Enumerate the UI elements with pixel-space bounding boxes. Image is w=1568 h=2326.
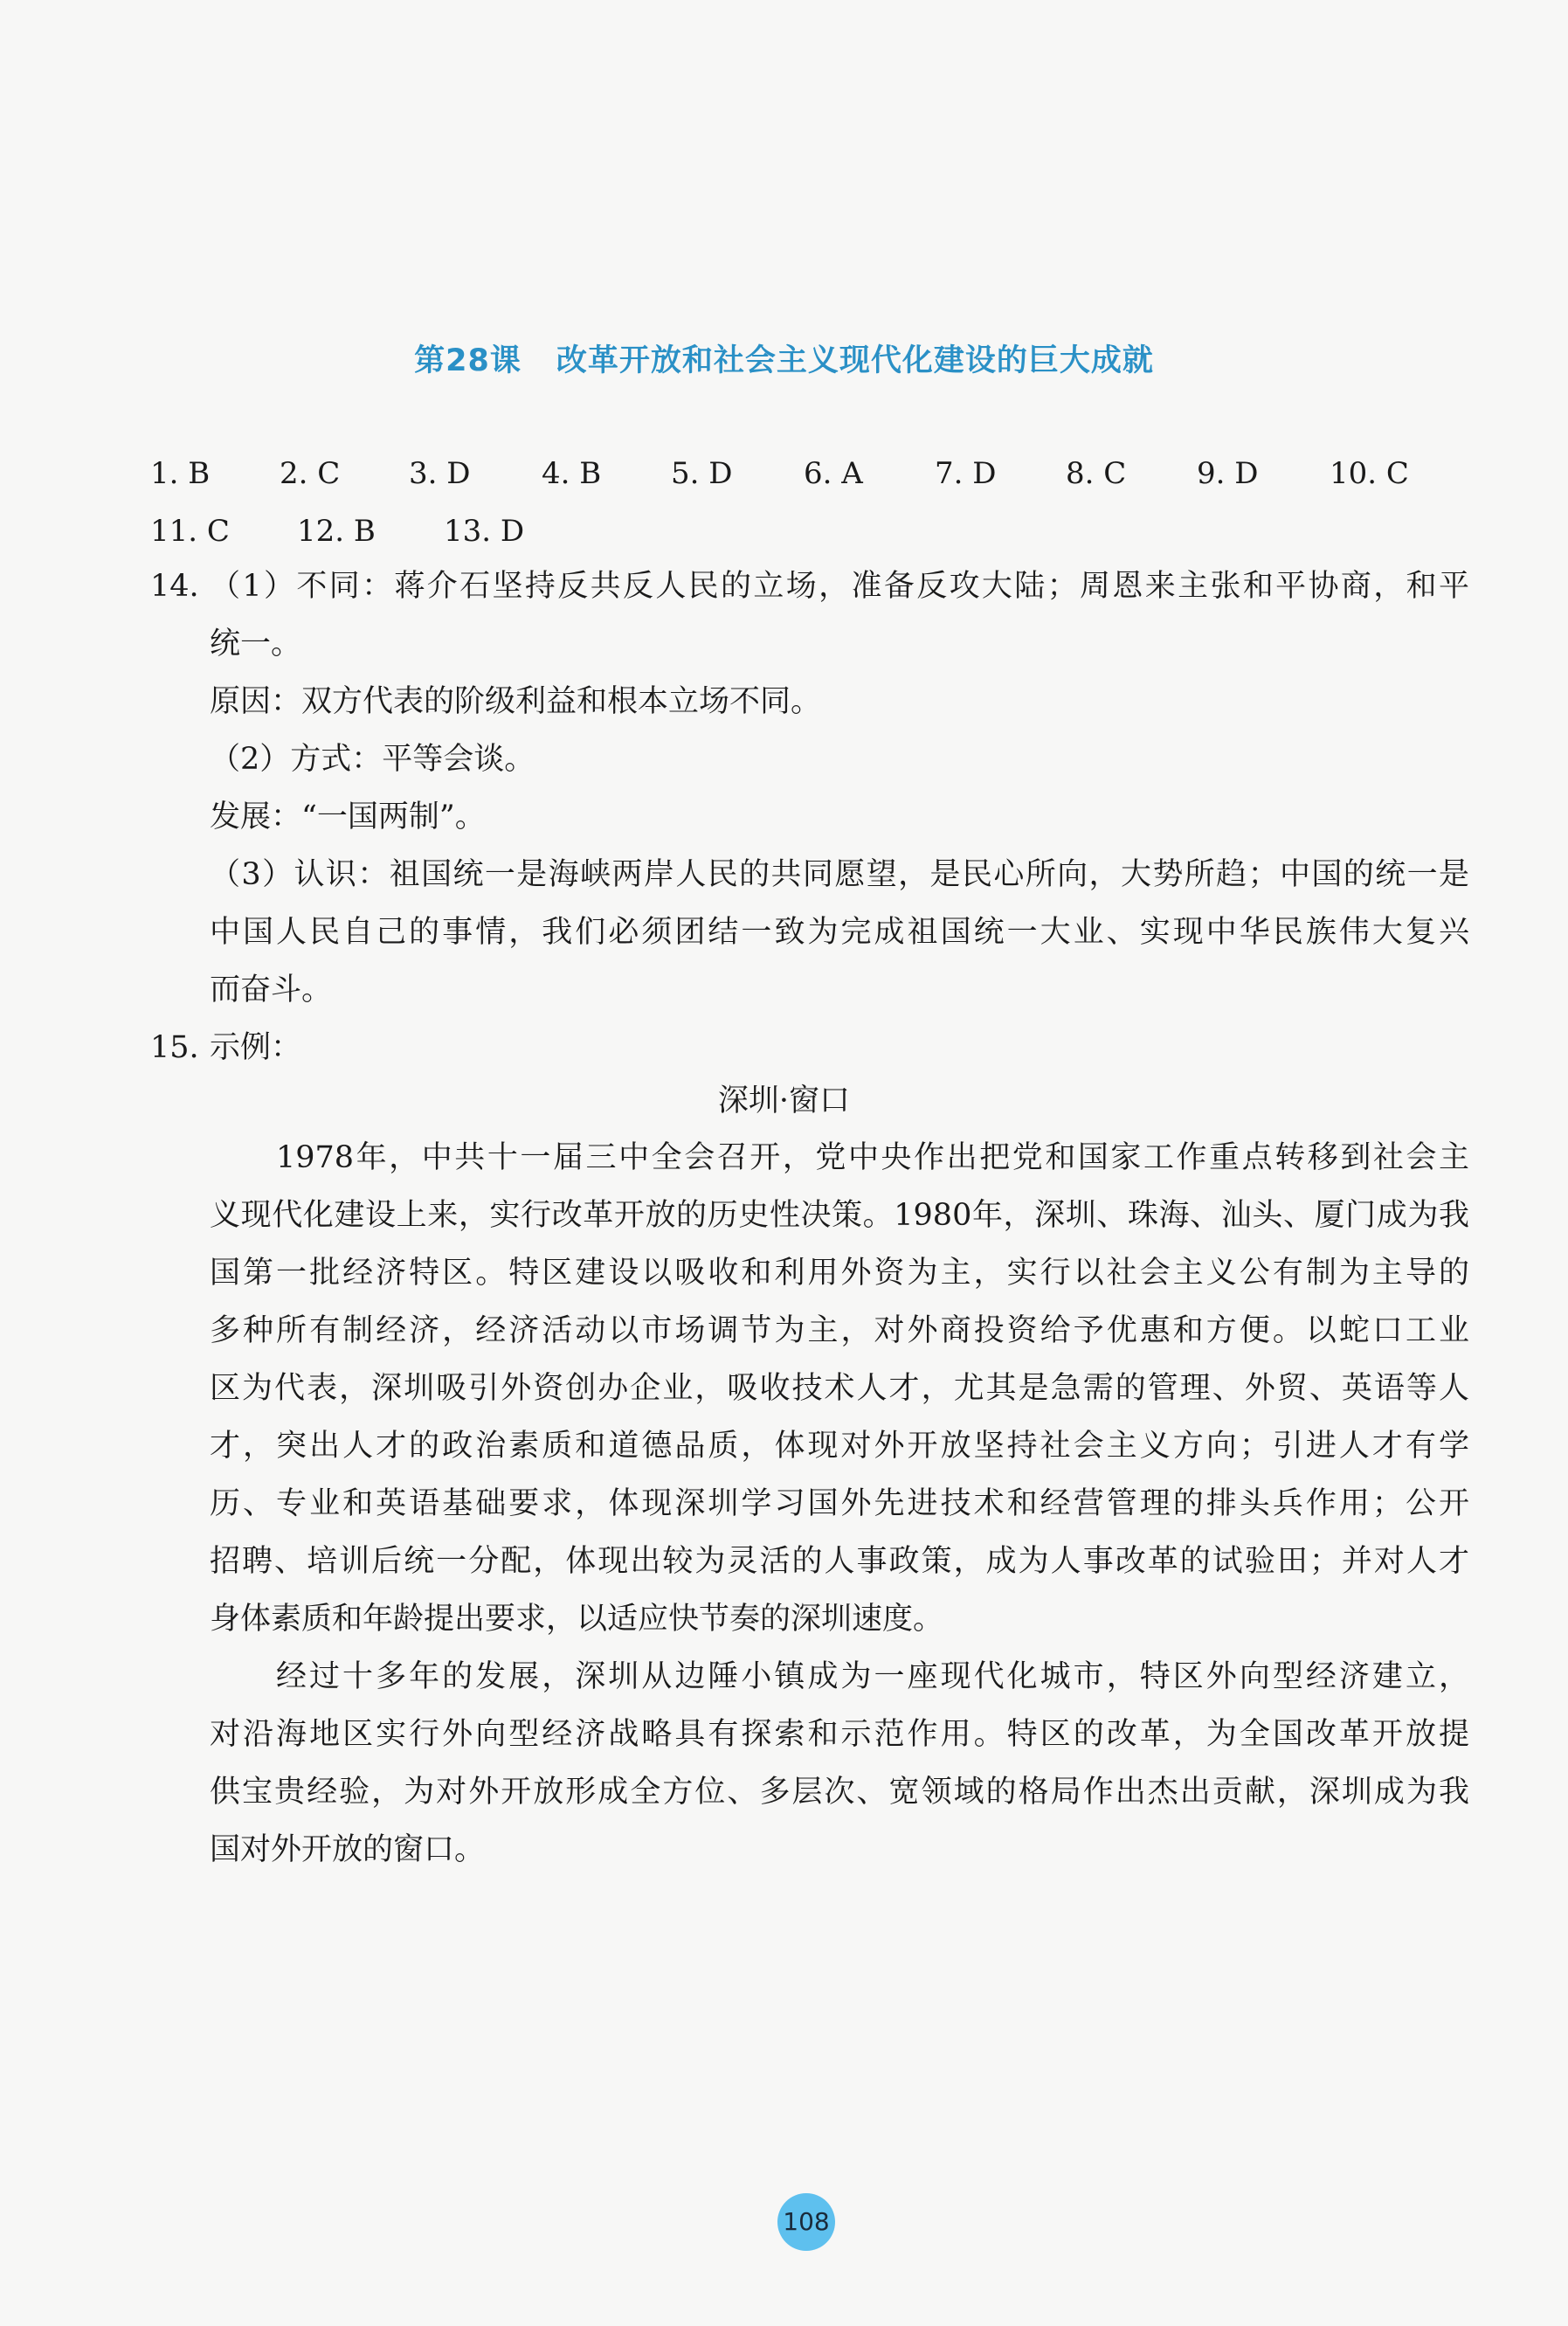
mc-answer: 6. A (804, 456, 863, 491)
paragraph-line: 区为代表，深圳吸引外资创办企业，吸收技术人才，尤其是急需的管理、外贸、英语等人 (210, 1371, 1469, 1406)
answer-line: （3）认识：祖国统一是海峡两岸人民的共同愿望，是民心所向，大势所趋；中国的统一是 (210, 857, 1469, 892)
lesson-number: 第28课 (414, 343, 522, 378)
answer-line: 中国人民自己的事情，我们必须团结一致为完成祖国统一大业、实现中华民族伟大复兴 (210, 915, 1469, 950)
lesson-name: 改革开放和社会主义现代化建设的巨大成就 (556, 343, 1154, 378)
mc-answer: 13. D (444, 514, 525, 549)
mc-answer: 7. D (935, 456, 997, 491)
paragraph-line: 国对外开放的窗口。 (210, 1832, 486, 1867)
paragraph-line: 1978年，中共十一届三中全会召开，党中央作出把党和国家工作重点转移到社会主 (276, 1140, 1469, 1175)
question-number: 14. (150, 569, 199, 604)
answer-line: （1）不同：蒋介石坚持反共反人民的立场，准备反攻大陆；周恩来主张和平协商，和平 (210, 569, 1469, 604)
essay-title: 深圳·窗口 (717, 1083, 851, 1118)
lesson-title (0, 336, 1568, 380)
mc-answers-row-1 (150, 456, 1469, 491)
mc-answer: 8. C (1066, 456, 1127, 491)
answer-line: 原因：双方代表的阶级利益和根本立场不同。 (210, 684, 822, 719)
mc-answer: 11. C (150, 514, 230, 549)
paragraph-line: 义现代化建设上来，实行改革开放的历史性决策。1980年，深圳、珠海、汕头、厦门成为我 (210, 1198, 1469, 1233)
answer-line: 统一。 (210, 626, 302, 661)
paragraph-line: 经过十多年的发展，深圳从边陲小镇成为一座现代化城市，特区外向型经济建立， (276, 1659, 1469, 1694)
page-number-badge: 108 (777, 2193, 835, 2251)
answer-line: （2）方式：平等会谈。 (210, 742, 535, 777)
answer-line: 而奋斗。 (210, 973, 333, 1007)
mc-answer: 1. B (150, 456, 211, 491)
essay-paragraph-2 (210, 1648, 1469, 1879)
paragraph-line: 历、专业和英语基础要求，体现深圳学习国外先进技术和经营管理的排头兵作用；公开 (210, 1486, 1469, 1521)
paragraph-line: 才，突出人才的政治素质和道德品质，体现对外开放坚持社会主义方向；引进人才有学 (210, 1429, 1469, 1464)
answer-line: 发展：“一国两制”。 (210, 800, 486, 834)
paragraph-line: 多种所有制经济，经济活动以市场调节为主，对外商投资给予优惠和方便。以蛇口工业 (210, 1313, 1469, 1348)
mc-answer: 12. B (297, 514, 376, 549)
mc-answer: 3. D (409, 456, 471, 491)
essay-paragraph-1 (210, 1129, 1469, 1648)
mc-answer: 2. C (280, 456, 341, 491)
example-label: 示例： (210, 1030, 302, 1065)
mc-answer: 10. C (1330, 456, 1409, 491)
question-15 (150, 1019, 1469, 1076)
paragraph-line: 供宝贵经验，为对外开放形成全方位、多层次、宽领域的格局作出杰出贡献，深圳成为我 (210, 1775, 1469, 1810)
paragraph-line: 身体素质和年龄提出要求，以适应快节奏的深圳速度。 (210, 1602, 944, 1637)
paragraph-line: 招聘、培训后统一分配，体现出较为灵活的人事政策，成为人事改革的试验田；并对人才 (210, 1544, 1469, 1579)
mc-answer: 5. D (671, 456, 733, 491)
mc-answers-row-2 (150, 514, 1469, 549)
question-14 (150, 557, 1469, 1019)
paragraph-line: 对沿海地区实行外向型经济战略具有探索和示范作用。特区的改革，为全国改革开放提 (210, 1717, 1469, 1752)
mc-answer: 4. B (542, 456, 602, 491)
mc-answer: 9. D (1197, 456, 1259, 491)
question-number: 15. (150, 1030, 199, 1065)
paragraph-line: 国第一批经济特区。特区建设以吸收和利用外资为主，实行以社会主义公有制为主导的 (210, 1256, 1469, 1291)
